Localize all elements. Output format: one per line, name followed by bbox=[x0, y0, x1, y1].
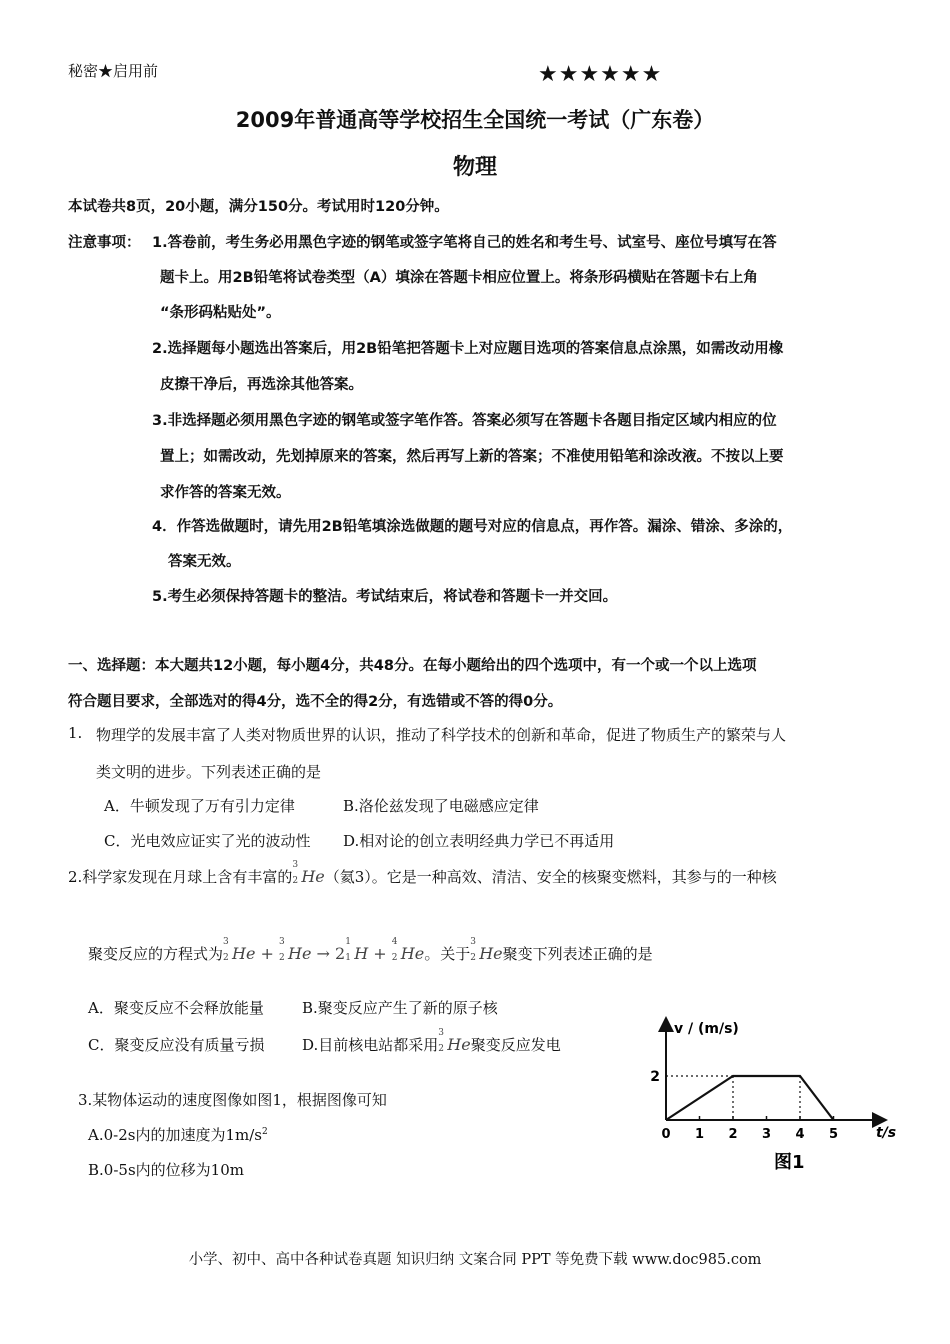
note-line-6: 3.非选择题必须用黑色字迹的钢笔或签字笔作答。答案必须写在答题卡各题目指定区域内相应的位 bbox=[152, 413, 777, 429]
q1-option-c: C．光电效应证实了光的波动性 bbox=[104, 832, 311, 850]
q2-option-d: D.目前核电站都采用 3 2 He聚变反应发电 bbox=[302, 1028, 561, 1054]
x-tick-label-5: 5 bbox=[828, 1127, 839, 1142]
x-tick-label-0: 0 bbox=[661, 1127, 671, 1142]
subject-title: 物理 bbox=[452, 155, 497, 180]
q2-stem-pre: 2.科学家发现在月球上含有丰富的 bbox=[68, 868, 293, 886]
note-line-10: 答案无效。 bbox=[168, 554, 241, 570]
note-line-7: 置上；如需改动，先划掉原来的答案，然后再写上新的答案；不准使用铅笔和涂改液。不按以上要 bbox=[160, 449, 784, 465]
fusion-equation: 3 2 He + 3 2 He → 2 1 1 H + 4 2 He。 bbox=[223, 937, 441, 963]
note-line-5: 皮擦干净后，再选涂其他答案。 bbox=[160, 377, 363, 393]
q1-number: 1. bbox=[68, 724, 83, 742]
section1-line2: 符合题目要求，全部选对的得4分，选不全的得2分，有选错或不答的得0分。 bbox=[68, 694, 563, 710]
velocity-time-chart bbox=[640, 1010, 910, 1182]
q2-stem-line2 bbox=[88, 937, 653, 964]
confidential-label: 秘密★启用前 bbox=[68, 62, 159, 80]
q3-option-b: B.0-5s内的位移为10m bbox=[88, 1161, 244, 1179]
q2-stem-line1 bbox=[68, 860, 777, 887]
q3-option-a: A.0-2s内的加速度为$1m/s^2$ bbox=[88, 1126, 268, 1144]
x-tick-label-1: 1 bbox=[694, 1127, 705, 1142]
q1-stem-line2: 类文明的进步。下列表述正确的是 bbox=[96, 763, 322, 781]
q1-option-a: A．牛顿发现了万有引力定律 bbox=[104, 797, 295, 815]
x-tick-label-3: 3 bbox=[761, 1127, 772, 1142]
q2-line2-post: 聚变下列表述正确的是 bbox=[502, 945, 653, 963]
exam-intro: 本试卷共8页，20小题，满分150分。考试用时120分钟。 bbox=[68, 199, 449, 215]
q2-stem-post: （氦3）。它是一种高效、清洁、安全的核聚变燃料，其参与的一种核 bbox=[324, 868, 777, 886]
q2-option-a: A．聚变反应不会释放能量 bbox=[88, 999, 264, 1017]
velocity-series-line bbox=[666, 1076, 834, 1120]
note-line-8: 求作答的答案无效。 bbox=[160, 485, 291, 501]
stars-rating: ★★★★★★ bbox=[538, 62, 663, 87]
x-axis-label: t/s bbox=[876, 1125, 897, 1141]
q1-option-b: B.洛伦兹发现了电磁感应定律 bbox=[343, 797, 539, 815]
helium3-symbol: 3 2 He bbox=[438, 1028, 471, 1054]
y-tick-label-2: 2 bbox=[650, 1069, 660, 1085]
q1-stem-line1: 物理学的发展丰富了人类对物质世界的认识，推动了科学技术的创新和革命，促进了物质生产的繁荣与人 bbox=[96, 726, 787, 744]
x-tick-label-4: 4 bbox=[795, 1127, 805, 1142]
x-tick-label-2: 2 bbox=[728, 1127, 738, 1142]
q1-option-d: D.相对论的创立表明经典力学已不再适用 bbox=[343, 832, 615, 850]
note-line-2: 题卡上。用2B铅笔将试卷类型（A）填涂在答题卡相应位置上。将条形码横贴在答题卡右上角 bbox=[160, 270, 758, 286]
section1-line1: 一、选择题：本大题共12小题，每小题4分，共48分。在每小题给出的四个选项中，有一个或一个以上选项 bbox=[68, 658, 757, 674]
q2-line2-mid: 关于 bbox=[440, 945, 471, 963]
q3-stem: 3.某物体运动的速度图像如图1，根据图像可知 bbox=[78, 1091, 387, 1109]
exam-title: 2009年普通高等学校招生全国统一考试（广东卷） bbox=[235, 108, 715, 132]
note-line-11: 5.考生必须保持答题卡的整洁。考试结束后，将试卷和答题卡一并交回。 bbox=[152, 589, 618, 605]
note-line-3: “条形码粘贴处”。 bbox=[160, 305, 281, 321]
footer-text: 小学、初中、高中各种试卷真题 知识归纳 文案合同 PPT 等免费下载 www.doc985.com bbox=[188, 1252, 762, 1268]
q2-option-b: B.聚变反应产生了新的原子核 bbox=[302, 999, 498, 1017]
q2-line2-pre: 聚变反应的方程式为 bbox=[88, 945, 224, 963]
notes-label: 注意事项： bbox=[68, 235, 141, 251]
y-axis-label: v / (m/s) bbox=[674, 1021, 739, 1037]
figure-caption: 图1 bbox=[774, 1152, 805, 1173]
helium3-symbol: 3 2 He bbox=[470, 937, 503, 963]
note-line-1: 1.答卷前，考生务必用黑色字迹的钢笔或签字笔将自己的姓名和考生号、试室号、座位号填写在答 bbox=[152, 235, 777, 251]
q2-option-c: C．聚变反应没有质量亏损 bbox=[88, 1036, 265, 1054]
note-line-9: 4．作答选做题时，请先用2B铅笔填涂选做题的题号对应的信息点，再作答。漏涂、错涂、多涂的， bbox=[152, 519, 793, 535]
note-line-4: 2.选择题每小题选出答案后，用2B铅笔把答题卡上对应题目选项的答案信息点涂黑，如需改动用橡 bbox=[152, 341, 784, 357]
helium3-symbol: 3 2 He bbox=[292, 860, 325, 886]
